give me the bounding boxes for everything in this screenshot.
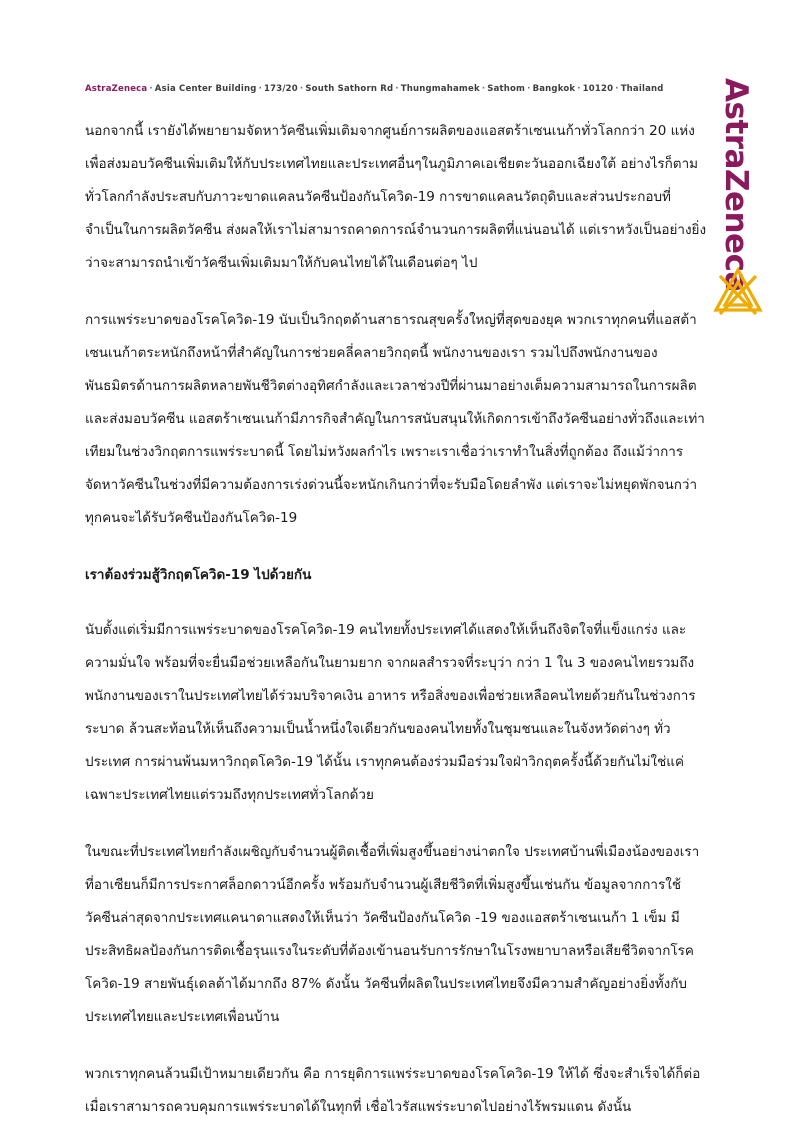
- paragraph-3: นับตั้งแต่เริ่มมีการแพร่ระบาดของโรคโควิด-19 คนไทยทั้งประเทศได้แสดงให้เห็นถึงจิตใจที่แข็งแกร่ง และความมั่นใจ พร้อมที่จะยื่นมือช่วยเหลือกันในยามยาก จากผลสำรวจที่ระบุว่า กว่า 1 ใน 3 ของคนไทยรวมถึงพนักงานของเราในประเทศไทยได้ร่วมบริจาคเงิน อาหาร หรือสิ่งของเพื่อช่วยเหลือคนไทยด้วยกันในช่วงการระบาด ล้วนสะท้อนให้เห็นถึงความเป็นน้ำหนึ่งใจเดียวกันของคนไทยทั้งในชุมชนและในจังหวัดต่างๆ ทั่วประเทศ การผ่านพ้นมหาวิกฤตโควิด-19 ได้นั้น เราทุกคนต้องร่วมมือร่วมใจฝ่าวิกฤตครั้งนี้ด้วยกันไม่ใช่แค่เฉพาะประเทศไทยแต่รวมถึงทุกประเทศทั่วโลกด้วย: [85, 622, 696, 803]
- document-body: [85, 115, 707, 1124]
- letterhead-address: [85, 84, 664, 94]
- letterhead-address-part-2: South Sathorn Rd: [305, 84, 394, 94]
- letterhead-address-part-6: 10120: [582, 84, 614, 94]
- paragraph-5: พวกเราทุกคนล้วนมีเป้าหมายเดียวกัน คือ การยุติการแพร่ระบาดของโรคโควิด-19 ให้ได้ ซึ่งจะสำเร็จได้ก็ต่อเมื่อเราสามารถควบคุมการแพร่ระบาดได้ในทุกที่ เชื่อไวรัสแพร่ระบาดไปอย่างไร้พรมแดน ดังนั้น: [85, 1066, 701, 1115]
- letterhead-company-name: AstraZeneca: [85, 84, 148, 94]
- letterhead-address-part-1: 173/20: [264, 84, 298, 94]
- letterhead-sep-4: ·: [481, 84, 486, 94]
- letterhead-sep-5: ·: [527, 84, 531, 94]
- letterhead-address-part-4: Sathom: [487, 84, 526, 94]
- letterhead-sep-3: ·: [395, 84, 399, 94]
- letterhead-sep-1: ·: [258, 84, 263, 94]
- paragraph-4: ในขณะที่ประเทศไทยกำลังเผชิญกับจำนวนผู้ติดเชื้อที่เพิ่มสูงขึ้นอย่างน่าตกใจ ประเทศบ้านพี่เมืองน้องของเราที่อาเซียนก็มีการประกาศล็อกดาวน์อีกครั้ง พร้อมกับจำนวนผู้เสียชีวิตที่เพิ่มสูงขึ้นเช่นกัน ข้อมูลจากการใช้วัคซีนล่าสุดจากประเทศแคนาดาแสดงให้เห็นว่า วัคซีนป้องกันโควิด -19 ของแอสตร้าเซนเนก้า 1 เข็ม มีประสิทธิผลป้องกันการติดเชื้อรุนแรงในระดับที่ต้องเข้านอนรับการรักษาในโรงพยาบาลหรือเสียชีวิตจากโรคโควิด-19 สายพันธุ์เดลต้าได้มากถึง 87% ดังนั้น วัคซีนที่ผลิตในประเทศไทยจึงมีความสำคัญอย่างยิ่งทั้งกับประเทศไทยและประเทศเพื่อนบ้าน: [85, 844, 700, 1025]
- astrazeneca-wordmark: AstraZeneca: [718, 78, 754, 292]
- letterhead-sep-2: ·: [299, 84, 304, 94]
- letterhead-sep-0: ·: [149, 84, 153, 94]
- section-heading: เราต้องร่วมสู้วิกฤตโควิด-19 ไปด้วยกัน: [85, 567, 312, 583]
- letterhead-sep-6: ·: [577, 84, 581, 94]
- paragraph-1: นอกจากนี้ เรายังได้พยายามจัดหาวัคซีนเพิ่มเติมจากศูนย์การผลิตของแอสตร้าเซนเนก้าทั่วโลกกว่า 20 แห่ง เพื่อส่งมอบวัคซีนเพิ่มเติมให้กับประเทศไทยและประเทศอื่นๆในภูมิภาคเอเชียตะวันออกเฉียงใต้ อย่างไรก็ตาม ทั่วโลกกำลังประสบกับภาวะขาดแคลนวัคซีนป้องกันโควิด-19 การขาดแคลนวัตถุดิบและส่วนประกอบที่จำเป็นในการผลิตวัคซีน ส่งผลให้เราไม่สามารถคาดการณ์จำนวนการผลิตที่แน่นอนได้ แต่เราหวังเป็นอย่างยิ่งว่าจะสามารถนำเข้าวัคซีนเพิ่มเติมมาให้กับคนไทยได้ในเดือนต่อๆ ไป: [85, 123, 707, 271]
- paragraph-2: การแพร่ระบาดของโรคโควิด-19 นับเป็นวิกฤตด้านสาธารณสุขครั้งใหญ่ที่สุดของยุค พวกเราทุกคนที่แอสต้าเซนเนก้าตระหนักถึงหน้าที่สำคัญในการช่วยคลี่คลายวิกฤตนี้ พนักงานของเรา รวมไปถึงพนักงานของพันธมิตรด้านการผลิตหลายพันชีวิตต่างอุทิศกำลังและเวลาช่วงปีที่ผ่านมาอย่างเต็มความสามารถในการผลิตและส่งมอบวัคซีน แอสตร้าเซนเนก้ามีภารกิจสำคัญในการสนับสนุนให้เกิดการเข้าถึงวัคซีนอย่างทั่วถึงและเท่าเทียมในช่วงวิกฤตการแพร่ระบาดนี้ โดยไม่หวังผลกำไร เพราะเราเชื่อว่าเราทำในสิ่งที่ถูกต้อง ถึงแม้ว่าการจัดหาวัคซีนในช่วงที่มีความต้องการเร่งด่วนนี้จะหนักเกินกว่าที่จะรับมือโดยลำพัง แต่เราจะไม่หยุดพักจนกว่าทุกคนจะได้รับวัคซีนป้องกันโควิด-19: [85, 312, 705, 526]
- astrazeneca-logo: [702, 70, 772, 330]
- letterhead-address-part-5: Bangkok: [532, 84, 576, 94]
- letterhead-address-part-7: Thailand: [620, 84, 664, 94]
- letterhead-address-part-3: Thungmahamek: [400, 84, 480, 94]
- astrazeneca-ribbon-mark-icon: [710, 266, 766, 322]
- letterhead-sep-7: ·: [615, 84, 619, 94]
- letterhead-address-part-0: Asia Center Building: [154, 84, 257, 94]
